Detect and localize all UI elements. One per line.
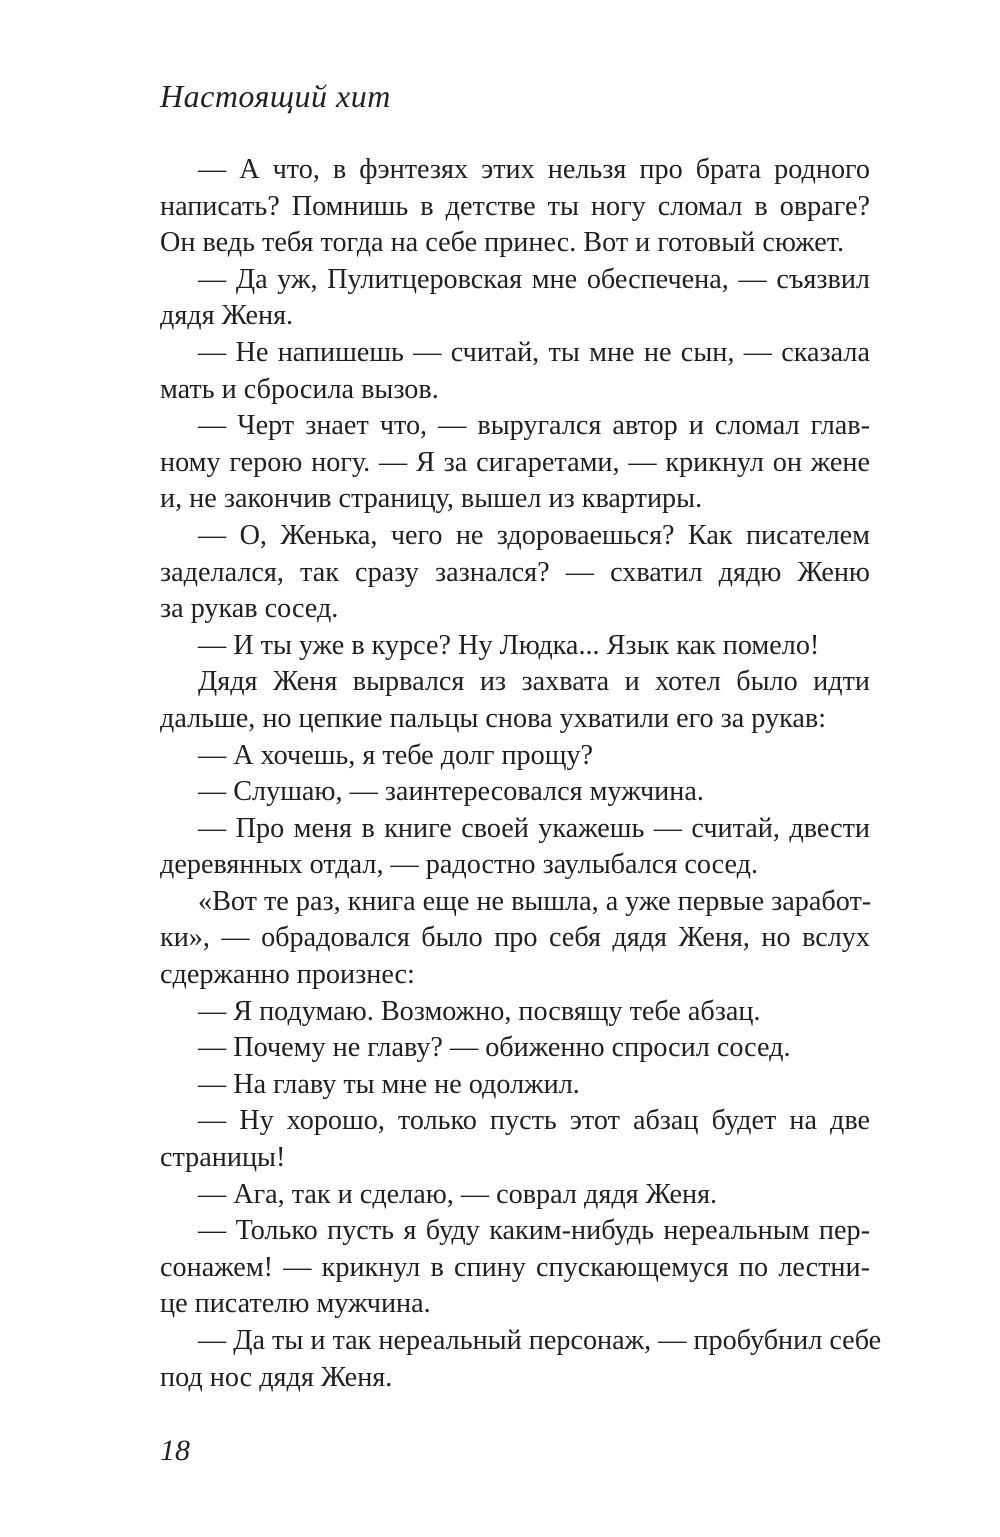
text-line: за рукав сосед. (160, 593, 339, 625)
text-line: ному герою ногу. — Я за сигаретами, — крикнул он жене (160, 446, 870, 478)
text-line: — Почему не главу? — обиженно спросил сосед. (198, 1032, 791, 1064)
text-line: — Не напишешь — считай, ты мне не сын, — сказала (198, 336, 870, 368)
text-line: — О, Женька, чего не здороваешься? Как писателем (198, 519, 870, 551)
text-line: — Черт знает что, — выругался автор и сломал глав- (198, 410, 870, 442)
text-line: — Ага, так и сделаю, — соврал дядя Женя. (198, 1178, 718, 1210)
text-line: мать и сбросила вызов. (160, 373, 439, 405)
text-line: заделался, так сразу зазнался? — схватил дядю Женю (160, 556, 870, 588)
text-line: — Ну хорошо, только пусть этот абзац будет на две (198, 1105, 870, 1137)
text-line: сонажем! — крикнул в спину спускающемуся по лестни- (160, 1251, 870, 1283)
text-line: дядя Женя. (160, 300, 294, 332)
text-line: — Про меня в книге своей укажешь — считай, двести (198, 812, 870, 844)
text-line: под нос дядя Женя. (160, 1361, 393, 1393)
text-line: сдержанно произнес: (160, 959, 415, 991)
text-line: — Слушаю, — заинтересовался мужчина. (198, 776, 704, 808)
text-line: «Вот те раз, книга еще не вышла, а уже первые заработ- (198, 885, 872, 917)
page-number: 18 (160, 1434, 190, 1467)
text-line: написать? Помнишь в детстве ты ногу сломал в овраге? (160, 190, 870, 222)
text-line: Дядя Женя вырвался из захвата и хотел было идти (198, 666, 870, 698)
text-line: и, не закончив страницу, вышел из квартиры. (160, 483, 703, 515)
text-line: це писателю мужчина. (160, 1288, 431, 1320)
text-line: дальше, но цепкие пальцы снова ухватили его за рукав: (160, 702, 827, 734)
text-line: — И ты уже в курсе? Ну Людка... Язык как помело! (198, 629, 820, 661)
text-line: Он ведь тебя тогда на себе принес. Вот и готовый сюжет. (160, 227, 845, 259)
text-body (160, 152, 882, 1396)
text-line: — Только пусть я буду каким-нибудь нереальным пер- (198, 1215, 870, 1247)
running-head: Настоящий хит (160, 78, 391, 114)
text-line: ки», — обрадовался было про себя дядя Женя, но вслух (160, 922, 870, 954)
text-line: страницы! (160, 1142, 286, 1174)
text-line: — На главу ты мне не одолжил. (198, 1068, 580, 1100)
text-line: — Да уж, Пулитцеровская мне обеспечена, — съязвил (198, 263, 870, 295)
text-line: — Я подумаю. Возможно, посвящу тебе абзац. (198, 995, 761, 1027)
text-line: — А что, в фэнтезях этих нельзя про брата родного (198, 154, 870, 185)
text-line: деревянных отдал, — радостно заулыбался сосед. (160, 849, 759, 881)
text-line: — А хочешь, я тебе долг прощу? (198, 739, 594, 771)
text-line: — Да ты и так нереальный персонаж, — пробубнил себе (198, 1325, 882, 1356)
